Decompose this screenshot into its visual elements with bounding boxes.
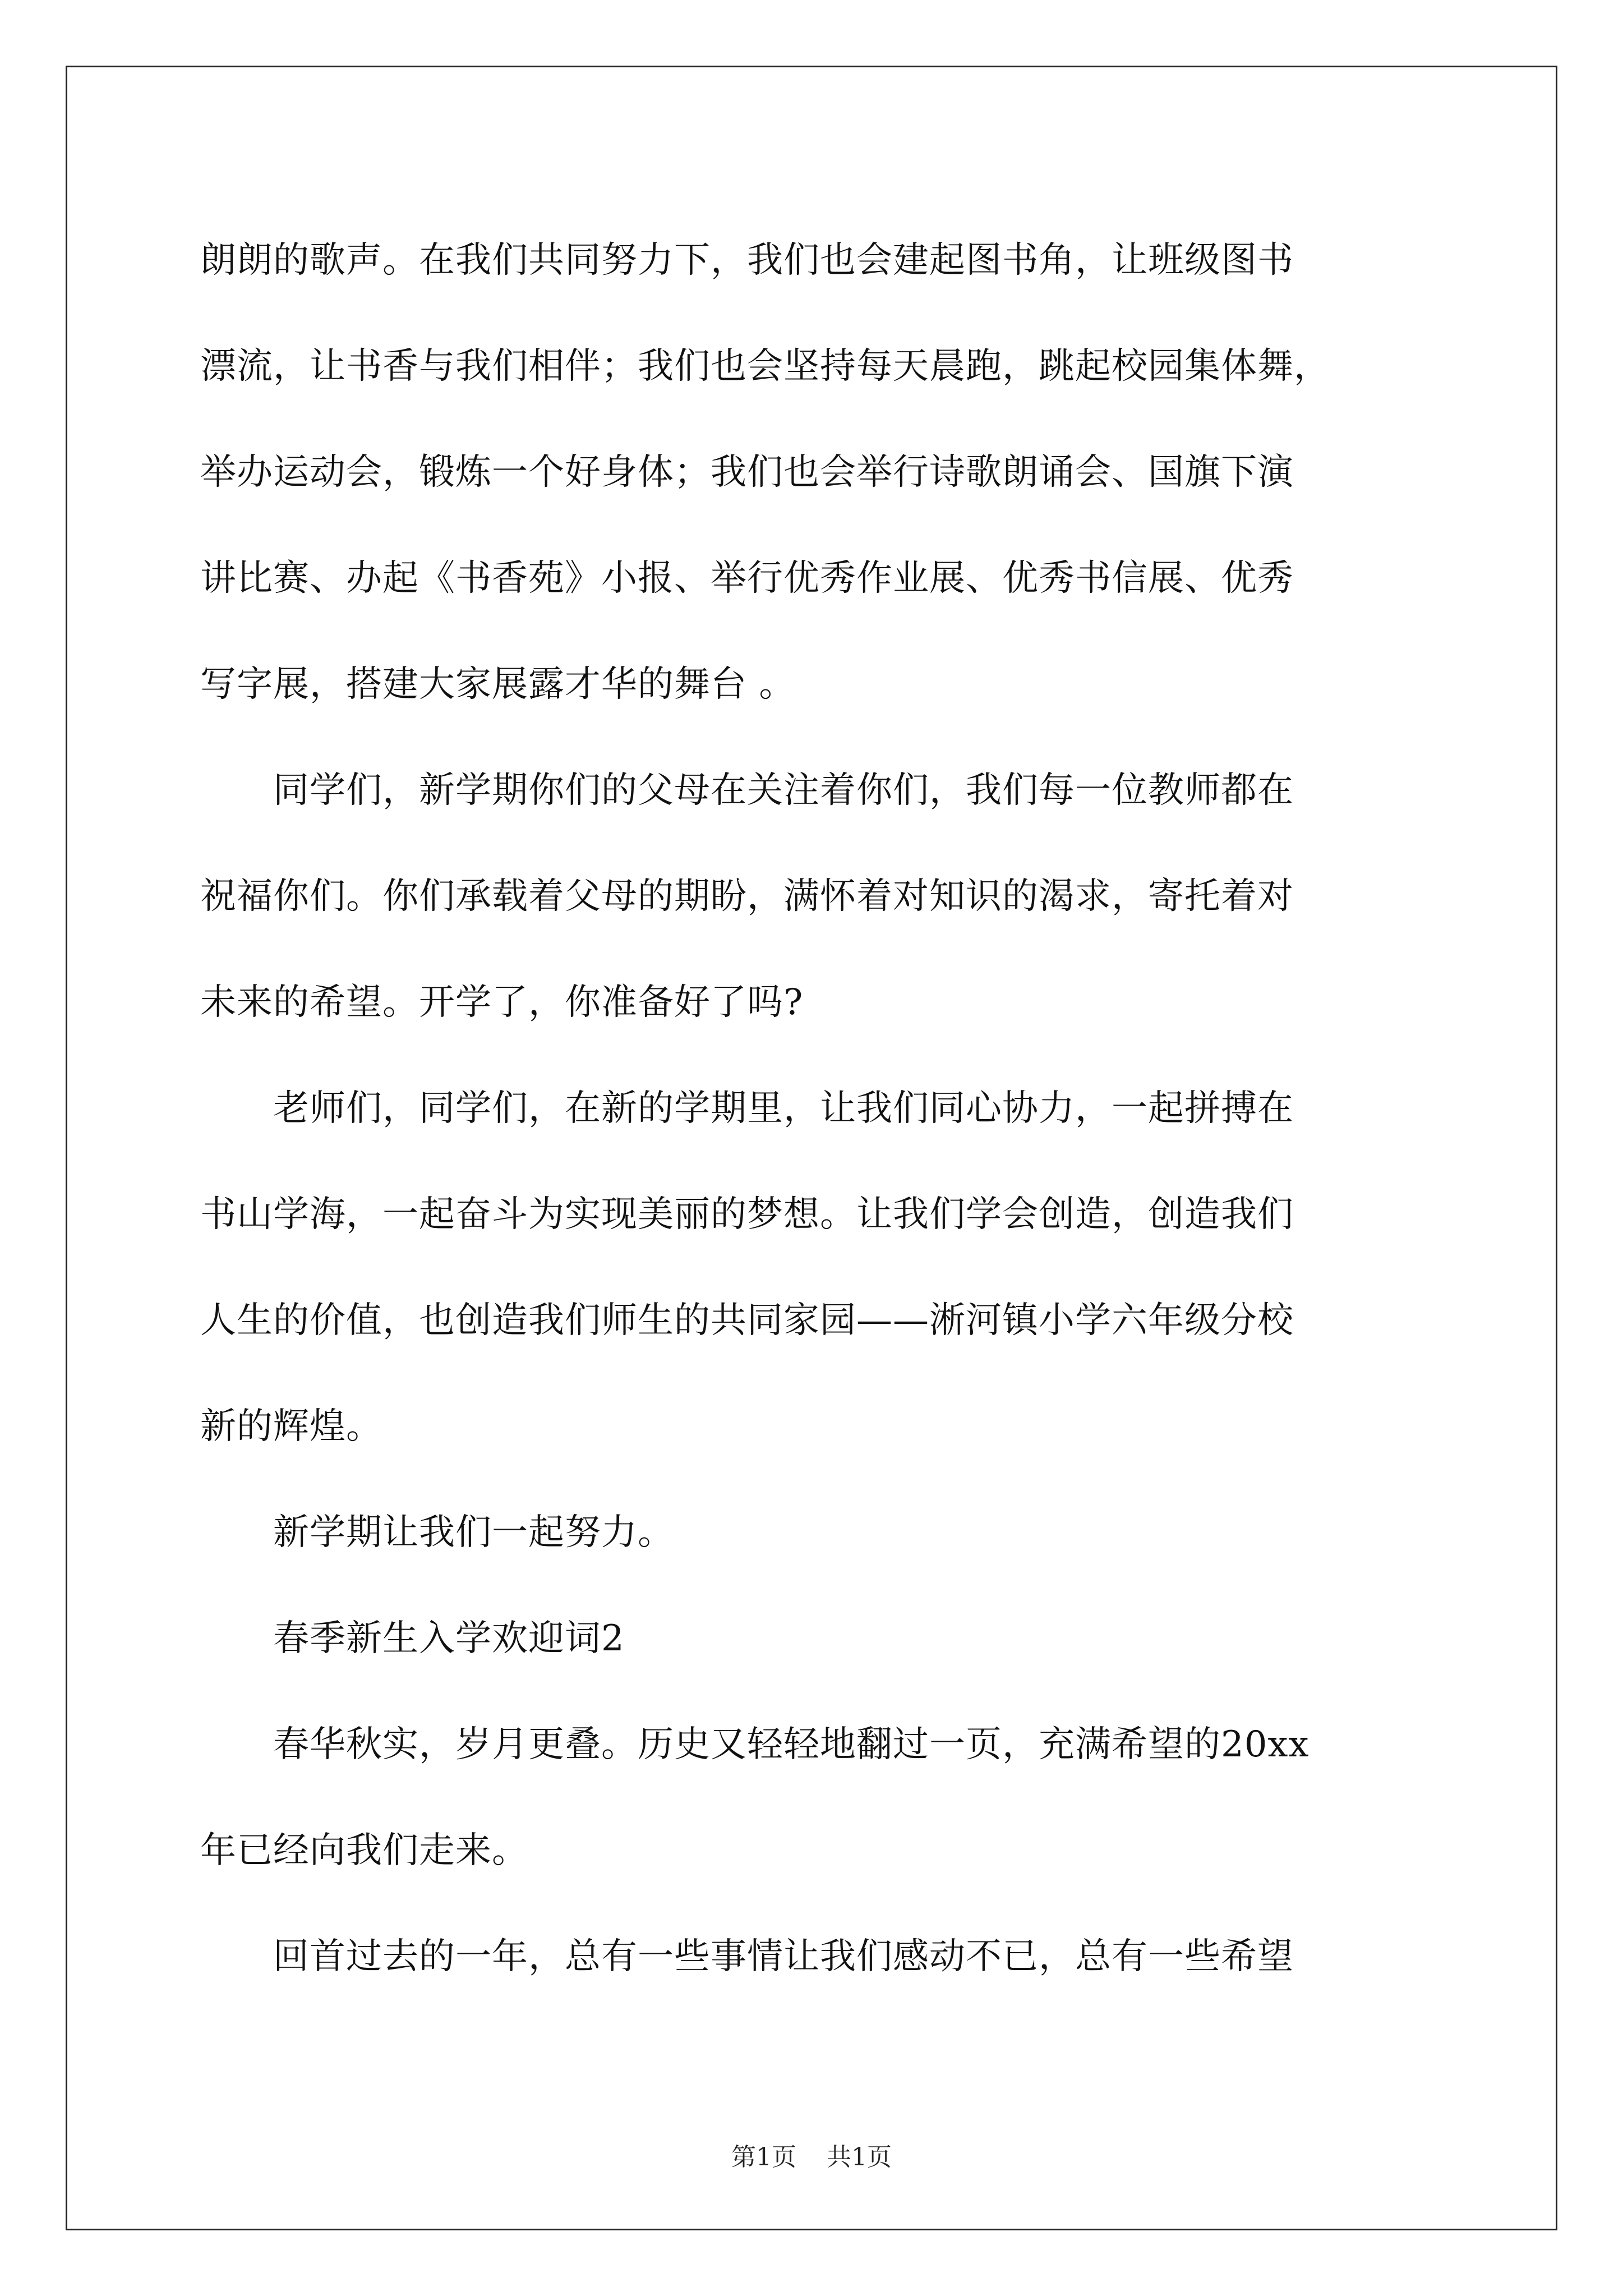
text-line: 举办运动会，锻炼一个好身体；我们也会举行诗歌朗诵会、国旗下演 <box>200 452 1294 493</box>
page-number: 第1页 <box>731 2143 796 2171</box>
document-body <box>200 208 1434 2010</box>
text-line: 漂流，让书香与我们相伴；我们也会坚持每天晨跑，跳起校园集体舞， <box>200 346 1330 387</box>
page-footer <box>0 2142 1623 2173</box>
text-line: 朗朗的歌声。在我们共同努力下，我们也会建起图书角，让班级图书 <box>200 240 1294 281</box>
text-line: 写字展，搭建大家展露才华的舞台 。 <box>200 664 796 705</box>
text-line: 同学们，新学期你们的父母在关注着你们，我们每一位教师都在 <box>200 770 1294 811</box>
text-line: 老师们，同学们，在新的学期里，让我们同心协力，一起拼搏在 <box>200 1088 1294 1129</box>
text-line: 祝福你们。你们承载着父母的期盼，满怀着对知识的渴求，寄托着对 <box>200 876 1294 917</box>
text-line: 人生的价值，也创造我们师生的共同家园——淅河镇小学六年级分校 <box>200 1300 1294 1341</box>
text-line: 新的辉煌。 <box>200 1406 382 1447</box>
page-total: 共1页 <box>827 2143 892 2171</box>
text-line: 讲比赛、办起《书香苑》小报、举行优秀作业展、优秀书信展、优秀 <box>200 558 1294 599</box>
text-line: 回首过去的一年，总有一些事情让我们感动不已，总有一些希望 <box>200 1936 1294 1977</box>
section-heading: 春季新生入学欢迎词2 <box>200 1618 625 1659</box>
text-line: 新学期让我们一起努力。 <box>200 1512 674 1553</box>
text-line: 年已经向我们走来。 <box>200 1830 528 1871</box>
text-line: 未来的希望。开学了，你准备好了吗? <box>200 982 804 1023</box>
text-line: 书山学海，一起奋斗为实现美丽的梦想。让我们学会创造，创造我们 <box>200 1194 1294 1235</box>
text-line: 春华秋实，岁月更叠。历史又轻轻地翻过一页，充满希望的20xx <box>200 1724 1310 1765</box>
